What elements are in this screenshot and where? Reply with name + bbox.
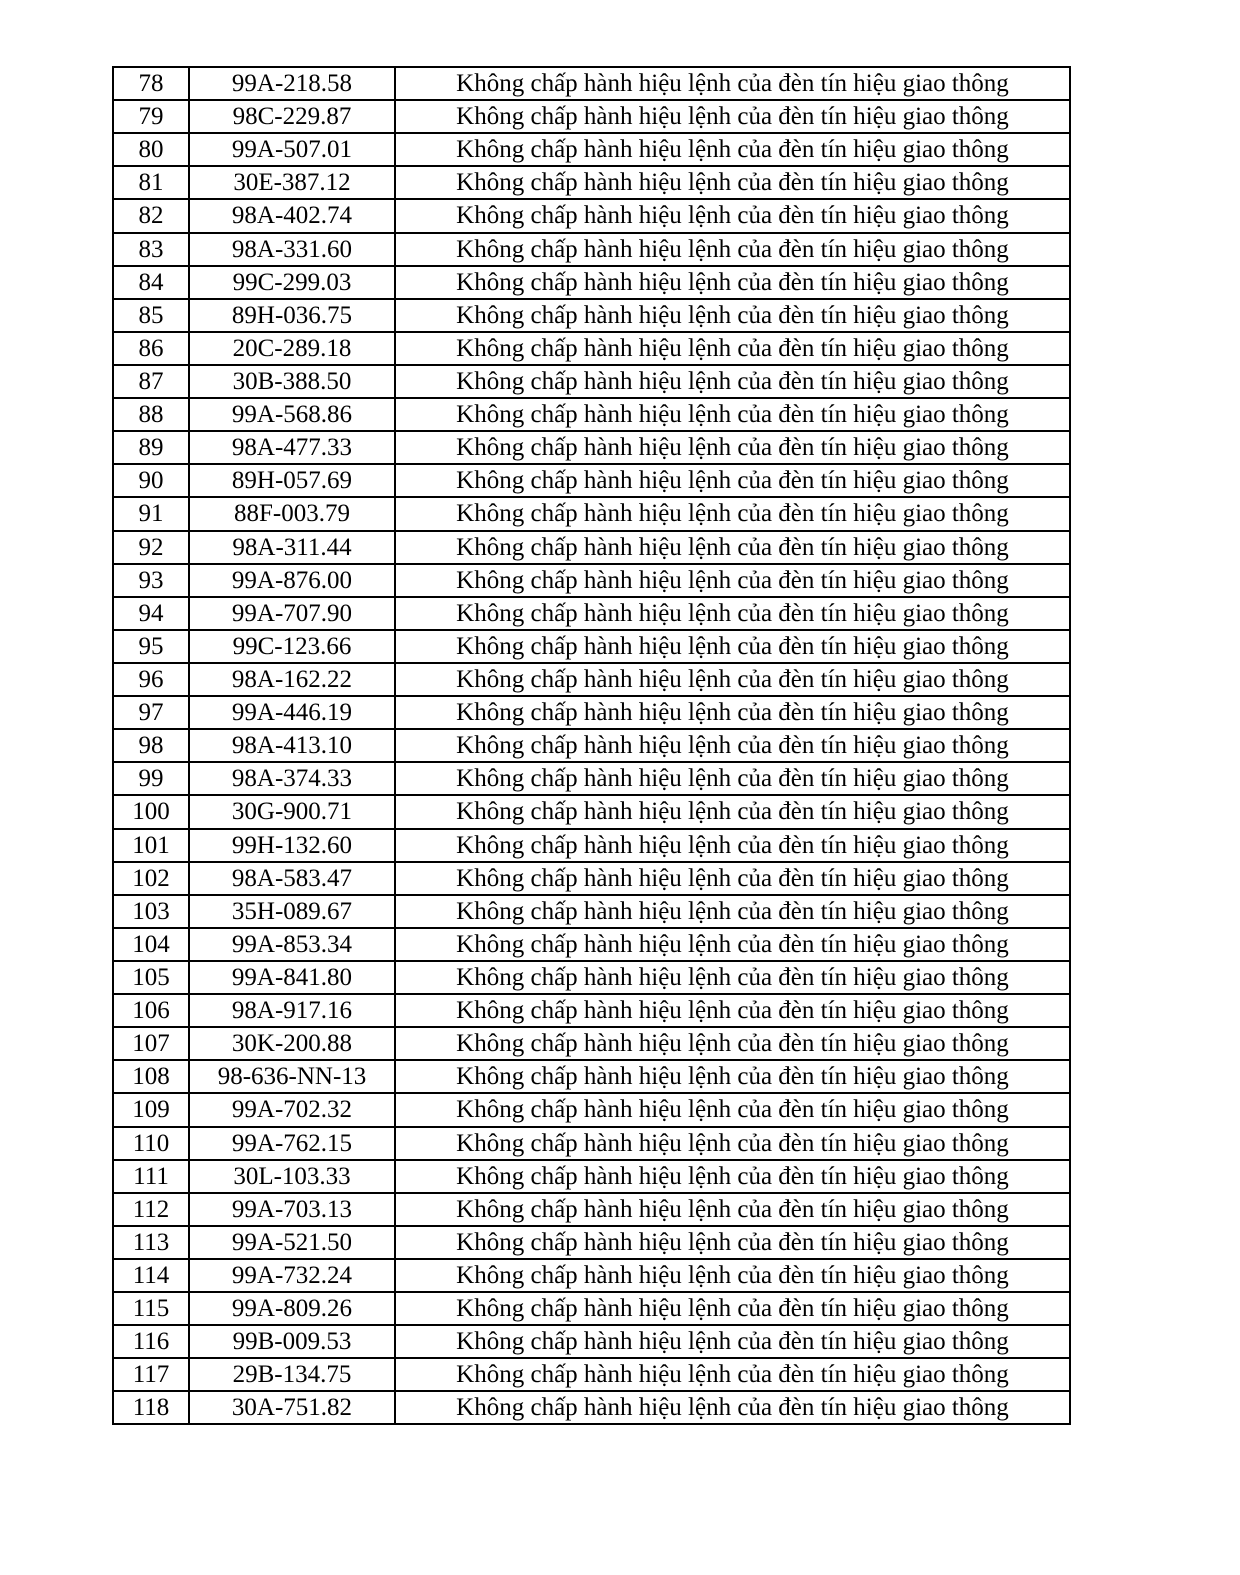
row-number-cell: 83: [113, 233, 189, 266]
violation-description-cell: Không chấp hành hiệu lệnh của đèn tín hiệu giao thông: [395, 1060, 1070, 1093]
license-plate-cell: 99A-568.86: [189, 398, 395, 431]
violation-description-cell: Không chấp hành hiệu lệnh của đèn tín hiệu giao thông: [395, 928, 1070, 961]
violation-description-cell: Không chấp hành hiệu lệnh của đèn tín hiệu giao thông: [395, 1027, 1070, 1060]
violations-table-body: [113, 67, 1070, 1424]
table-row: [113, 1127, 1070, 1160]
row-number-cell: 78: [113, 67, 189, 100]
violation-description-cell: Không chấp hành hiệu lệnh của đèn tín hiệu giao thông: [395, 597, 1070, 630]
table-row: [113, 696, 1070, 729]
row-number-cell: 86: [113, 332, 189, 365]
table-row: [113, 199, 1070, 232]
violation-description-cell: Không chấp hành hiệu lệnh của đèn tín hiệu giao thông: [395, 1325, 1070, 1358]
license-plate-cell: 30E-387.12: [189, 166, 395, 199]
table-row: [113, 663, 1070, 696]
violation-description-cell: Không chấp hành hiệu lệnh của đèn tín hiệu giao thông: [395, 1358, 1070, 1391]
table-row: [113, 862, 1070, 895]
violation-description-cell: Không chấp hành hiệu lệnh của đèn tín hiệu giao thông: [395, 1259, 1070, 1292]
row-number-cell: 82: [113, 199, 189, 232]
license-plate-cell: 99A-762.15: [189, 1127, 395, 1160]
violation-description-cell: Không chấp hành hiệu lệnh của đèn tín hiệu giao thông: [395, 1226, 1070, 1259]
row-number-cell: 95: [113, 630, 189, 663]
violation-description-cell: Không chấp hành hiệu lệnh của đèn tín hiệu giao thông: [395, 862, 1070, 895]
row-number-cell: 106: [113, 994, 189, 1027]
row-number-cell: 89: [113, 431, 189, 464]
row-number-cell: 100: [113, 795, 189, 828]
violation-description-cell: Không chấp hành hiệu lệnh của đèn tín hiệu giao thông: [395, 829, 1070, 862]
row-number-cell: 110: [113, 1127, 189, 1160]
violation-description-cell: Không chấp hành hiệu lệnh của đèn tín hiệu giao thông: [395, 332, 1070, 365]
table-row: [113, 729, 1070, 762]
license-plate-cell: 98A-583.47: [189, 862, 395, 895]
table-row: [113, 829, 1070, 862]
table-row: [113, 531, 1070, 564]
table-row: [113, 67, 1070, 100]
row-number-cell: 118: [113, 1391, 189, 1424]
table-row: [113, 497, 1070, 530]
table-row: [113, 1193, 1070, 1226]
violation-description-cell: Không chấp hành hiệu lệnh của đèn tín hiệu giao thông: [395, 233, 1070, 266]
table-row: [113, 795, 1070, 828]
violation-description-cell: Không chấp hành hiệu lệnh của đèn tín hiệu giao thông: [395, 199, 1070, 232]
violation-description-cell: Không chấp hành hiệu lệnh của đèn tín hiệu giao thông: [395, 961, 1070, 994]
violation-description-cell: Không chấp hành hiệu lệnh của đèn tín hiệu giao thông: [395, 1391, 1070, 1424]
license-plate-cell: 98A-311.44: [189, 531, 395, 564]
table-row: [113, 1093, 1070, 1126]
license-plate-cell: 88F-003.79: [189, 497, 395, 530]
license-plate-cell: 99C-299.03: [189, 266, 395, 299]
table-row: [113, 365, 1070, 398]
row-number-cell: 84: [113, 266, 189, 299]
violation-description-cell: Không chấp hành hiệu lệnh của đèn tín hiệu giao thông: [395, 729, 1070, 762]
violation-description-cell: Không chấp hành hiệu lệnh của đèn tín hiệu giao thông: [395, 531, 1070, 564]
table-row: [113, 233, 1070, 266]
license-plate-cell: 89H-036.75: [189, 299, 395, 332]
row-number-cell: 112: [113, 1193, 189, 1226]
row-number-cell: 90: [113, 464, 189, 497]
license-plate-cell: 30K-200.88: [189, 1027, 395, 1060]
table-row: [113, 1259, 1070, 1292]
violation-description-cell: Không chấp hành hiệu lệnh của đèn tín hiệu giao thông: [395, 67, 1070, 100]
license-plate-cell: 99A-809.26: [189, 1292, 395, 1325]
license-plate-cell: 99A-732.24: [189, 1259, 395, 1292]
license-plate-cell: 98A-477.33: [189, 431, 395, 464]
table-row: [113, 266, 1070, 299]
violation-description-cell: Không chấp hành hiệu lệnh của đèn tín hiệu giao thông: [395, 630, 1070, 663]
violation-description-cell: Không chấp hành hiệu lệnh của đèn tín hiệu giao thông: [395, 762, 1070, 795]
table-row: [113, 762, 1070, 795]
violation-description-cell: Không chấp hành hiệu lệnh của đèn tín hiệu giao thông: [395, 431, 1070, 464]
row-number-cell: 97: [113, 696, 189, 729]
row-number-cell: 109: [113, 1093, 189, 1126]
violation-description-cell: Không chấp hành hiệu lệnh của đèn tín hiệu giao thông: [395, 464, 1070, 497]
table-row: [113, 1325, 1070, 1358]
row-number-cell: 91: [113, 497, 189, 530]
license-plate-cell: 98-636-NN-13: [189, 1060, 395, 1093]
row-number-cell: 81: [113, 166, 189, 199]
row-number-cell: 88: [113, 398, 189, 431]
license-plate-cell: 99A-446.19: [189, 696, 395, 729]
table-row: [113, 895, 1070, 928]
license-plate-cell: 99A-218.58: [189, 67, 395, 100]
violation-description-cell: Không chấp hành hiệu lệnh của đèn tín hiệu giao thông: [395, 1093, 1070, 1126]
license-plate-cell: 30G-900.71: [189, 795, 395, 828]
table-row: [113, 1027, 1070, 1060]
license-plate-cell: 99A-521.50: [189, 1226, 395, 1259]
license-plate-cell: 99H-132.60: [189, 829, 395, 862]
row-number-cell: 111: [113, 1160, 189, 1193]
row-number-cell: 94: [113, 597, 189, 630]
license-plate-cell: 99A-853.34: [189, 928, 395, 961]
table-row: [113, 961, 1070, 994]
row-number-cell: 80: [113, 133, 189, 166]
license-plate-cell: 99B-009.53: [189, 1325, 395, 1358]
license-plate-cell: 29B-134.75: [189, 1358, 395, 1391]
table-row: [113, 1391, 1070, 1424]
table-row: [113, 597, 1070, 630]
violation-description-cell: Không chấp hành hiệu lệnh của đèn tín hiệu giao thông: [395, 398, 1070, 431]
license-plate-cell: 99A-702.32: [189, 1093, 395, 1126]
license-plate-cell: 98A-413.10: [189, 729, 395, 762]
license-plate-cell: 30A-751.82: [189, 1391, 395, 1424]
row-number-cell: 105: [113, 961, 189, 994]
row-number-cell: 108: [113, 1060, 189, 1093]
license-plate-cell: 99A-841.80: [189, 961, 395, 994]
violation-description-cell: Không chấp hành hiệu lệnh của đèn tín hiệu giao thông: [395, 1127, 1070, 1160]
table-row: [113, 564, 1070, 597]
row-number-cell: 85: [113, 299, 189, 332]
violations-table: [112, 66, 1071, 1425]
row-number-cell: 114: [113, 1259, 189, 1292]
violation-description-cell: Không chấp hành hiệu lệnh của đèn tín hiệu giao thông: [395, 299, 1070, 332]
license-plate-cell: 35H-089.67: [189, 895, 395, 928]
table-row: [113, 1160, 1070, 1193]
table-row: [113, 166, 1070, 199]
row-number-cell: 113: [113, 1226, 189, 1259]
violation-description-cell: Không chấp hành hiệu lệnh của đèn tín hiệu giao thông: [395, 895, 1070, 928]
license-plate-cell: 98A-162.22: [189, 663, 395, 696]
table-row: [113, 431, 1070, 464]
license-plate-cell: 99A-703.13: [189, 1193, 395, 1226]
license-plate-cell: 99A-507.01: [189, 133, 395, 166]
license-plate-cell: 20C-289.18: [189, 332, 395, 365]
table-row: [113, 133, 1070, 166]
row-number-cell: 92: [113, 531, 189, 564]
violation-description-cell: Không chấp hành hiệu lệnh của đèn tín hiệu giao thông: [395, 100, 1070, 133]
table-row: [113, 464, 1070, 497]
row-number-cell: 115: [113, 1292, 189, 1325]
license-plate-cell: 30B-388.50: [189, 365, 395, 398]
violation-description-cell: Không chấp hành hiệu lệnh của đèn tín hiệu giao thông: [395, 1193, 1070, 1226]
table-row: [113, 630, 1070, 663]
violation-description-cell: Không chấp hành hiệu lệnh của đèn tín hiệu giao thông: [395, 365, 1070, 398]
row-number-cell: 99: [113, 762, 189, 795]
row-number-cell: 98: [113, 729, 189, 762]
table-row: [113, 928, 1070, 961]
violation-description-cell: Không chấp hành hiệu lệnh của đèn tín hiệu giao thông: [395, 166, 1070, 199]
row-number-cell: 104: [113, 928, 189, 961]
table-row: [113, 1060, 1070, 1093]
license-plate-cell: 98A-374.33: [189, 762, 395, 795]
row-number-cell: 103: [113, 895, 189, 928]
license-plate-cell: 98C-229.87: [189, 100, 395, 133]
license-plate-cell: 99A-707.90: [189, 597, 395, 630]
table-row: [113, 398, 1070, 431]
license-plate-cell: 98A-402.74: [189, 199, 395, 232]
license-plate-cell: 98A-917.16: [189, 994, 395, 1027]
row-number-cell: 79: [113, 100, 189, 133]
violation-description-cell: Không chấp hành hiệu lệnh của đèn tín hiệu giao thông: [395, 1292, 1070, 1325]
table-row: [113, 1226, 1070, 1259]
violation-description-cell: Không chấp hành hiệu lệnh của đèn tín hiệu giao thông: [395, 564, 1070, 597]
row-number-cell: 87: [113, 365, 189, 398]
table-row: [113, 299, 1070, 332]
table-row: [113, 332, 1070, 365]
license-plate-cell: 99C-123.66: [189, 630, 395, 663]
violation-description-cell: Không chấp hành hiệu lệnh của đèn tín hiệu giao thông: [395, 266, 1070, 299]
row-number-cell: 107: [113, 1027, 189, 1060]
row-number-cell: 102: [113, 862, 189, 895]
violation-description-cell: Không chấp hành hiệu lệnh của đèn tín hiệu giao thông: [395, 1160, 1070, 1193]
row-number-cell: 101: [113, 829, 189, 862]
table-row: [113, 994, 1070, 1027]
violation-description-cell: Không chấp hành hiệu lệnh của đèn tín hiệu giao thông: [395, 795, 1070, 828]
table-row: [113, 1358, 1070, 1391]
license-plate-cell: 30L-103.33: [189, 1160, 395, 1193]
row-number-cell: 116: [113, 1325, 189, 1358]
violation-description-cell: Không chấp hành hiệu lệnh của đèn tín hiệu giao thông: [395, 133, 1070, 166]
row-number-cell: 117: [113, 1358, 189, 1391]
license-plate-cell: 98A-331.60: [189, 233, 395, 266]
table-row: [113, 1292, 1070, 1325]
license-plate-cell: 99A-876.00: [189, 564, 395, 597]
violation-description-cell: Không chấp hành hiệu lệnh của đèn tín hiệu giao thông: [395, 663, 1070, 696]
table-row: [113, 100, 1070, 133]
violation-description-cell: Không chấp hành hiệu lệnh của đèn tín hiệu giao thông: [395, 696, 1070, 729]
row-number-cell: 93: [113, 564, 189, 597]
violation-description-cell: Không chấp hành hiệu lệnh của đèn tín hiệu giao thông: [395, 994, 1070, 1027]
license-plate-cell: 89H-057.69: [189, 464, 395, 497]
violation-description-cell: Không chấp hành hiệu lệnh của đèn tín hiệu giao thông: [395, 497, 1070, 530]
row-number-cell: 96: [113, 663, 189, 696]
